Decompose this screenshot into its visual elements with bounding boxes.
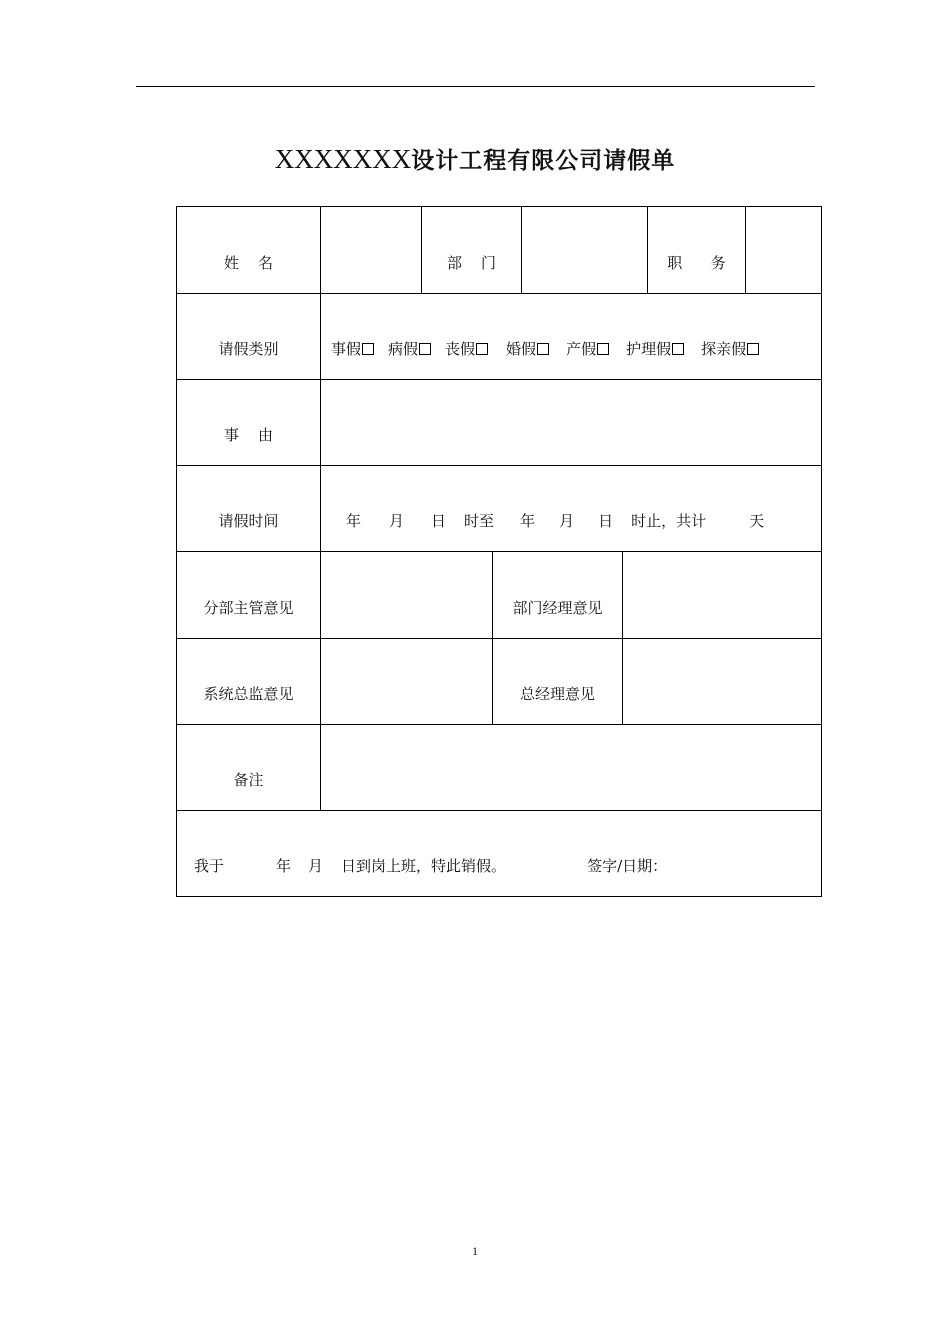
leave-option-label: 病假 [388, 340, 419, 358]
checkbox[interactable] [537, 343, 549, 355]
leave-type-label-cell [177, 294, 321, 380]
leave-option-bereavement[interactable] [445, 338, 488, 359]
return-statement: 日到岗上班，特此销假。 [341, 857, 507, 875]
time-days: 天 [749, 512, 765, 530]
header-rule [136, 86, 815, 87]
leave-option-maternity[interactable] [566, 338, 609, 359]
leave-option-sick[interactable] [388, 338, 431, 359]
document-title [0, 142, 950, 175]
checkbox[interactable] [747, 343, 759, 355]
leave-option-family-visit[interactable] [701, 338, 759, 359]
time-year: 年 [346, 512, 362, 530]
return-year: 年 [276, 857, 292, 875]
dept-label-cell [422, 207, 522, 294]
time-hour-to: 时止，共计 [631, 512, 707, 530]
page-number: 1 [472, 1244, 478, 1258]
remarks-field[interactable] [321, 725, 821, 811]
signature-date-label: 签字/日期： [587, 857, 668, 875]
dept-field[interactable] [522, 207, 648, 294]
checkbox[interactable] [419, 343, 431, 355]
reason-label: 事 由 [223, 426, 274, 444]
checkbox[interactable] [476, 343, 488, 355]
time-year: 年 [520, 512, 536, 530]
leave-option-label: 产假 [566, 340, 597, 358]
reason-label-cell [177, 380, 321, 466]
return-prefix: 我于 [194, 857, 225, 875]
position-label-cell [648, 207, 746, 294]
name-field[interactable] [321, 207, 422, 294]
time-month: 月 [559, 512, 575, 530]
leave-option-label: 婚假 [506, 340, 537, 358]
checkbox[interactable] [597, 343, 609, 355]
leave-type-options [321, 294, 821, 380]
general-manager-field[interactable] [623, 639, 821, 725]
general-manager-label-cell [493, 639, 623, 725]
leave-option-label: 丧假 [445, 340, 476, 358]
leave-time-label-cell [177, 466, 321, 552]
leave-type-label: 请假类别 [218, 340, 279, 358]
checkbox[interactable] [362, 343, 374, 355]
position-field[interactable] [746, 207, 821, 294]
leave-time-field[interactable] [321, 466, 821, 552]
dept-label: 部 门 [446, 253, 497, 272]
checkbox[interactable] [672, 343, 684, 355]
leave-form-table [176, 206, 822, 897]
time-hour-from: 时至 [464, 512, 495, 530]
general-manager-label: 总经理意见 [519, 685, 595, 703]
dept-manager-field[interactable] [623, 552, 821, 639]
reason-field[interactable] [321, 380, 821, 466]
return-confirmation-row[interactable] [177, 811, 821, 896]
return-month: 月 [308, 857, 324, 875]
remarks-label-cell [177, 725, 321, 811]
time-day: 日 [598, 512, 614, 530]
position-label: 职 务 [667, 253, 726, 272]
dept-manager-label: 部门经理意见 [512, 598, 603, 617]
system-director-field[interactable] [321, 639, 493, 725]
remarks-label: 备注 [233, 771, 264, 789]
name-label: 姓 名 [223, 253, 274, 272]
branch-supervisor-label: 分部主管意见 [203, 598, 294, 617]
leave-option-marriage[interactable] [506, 338, 549, 359]
name-label-cell [177, 207, 321, 294]
branch-supervisor-field[interactable] [321, 552, 493, 639]
leave-option-nursing[interactable] [626, 338, 684, 359]
leave-time-label: 请假时间 [218, 512, 279, 530]
title-text: 设计工程有限公司请假单 [411, 147, 676, 174]
leave-option-label: 探亲假 [701, 340, 747, 358]
title-code: XXXXXXX [274, 144, 412, 174]
system-director-label-cell [177, 639, 321, 725]
leave-option-label: 事假 [331, 340, 362, 358]
leave-option-label: 护理假 [626, 340, 672, 358]
time-day: 日 [431, 512, 447, 530]
leave-option-personal[interactable] [331, 338, 374, 359]
dept-manager-label-cell [493, 552, 623, 639]
time-month: 月 [389, 512, 405, 530]
system-director-label: 系统总监意见 [203, 685, 294, 703]
branch-supervisor-label-cell [177, 552, 321, 639]
